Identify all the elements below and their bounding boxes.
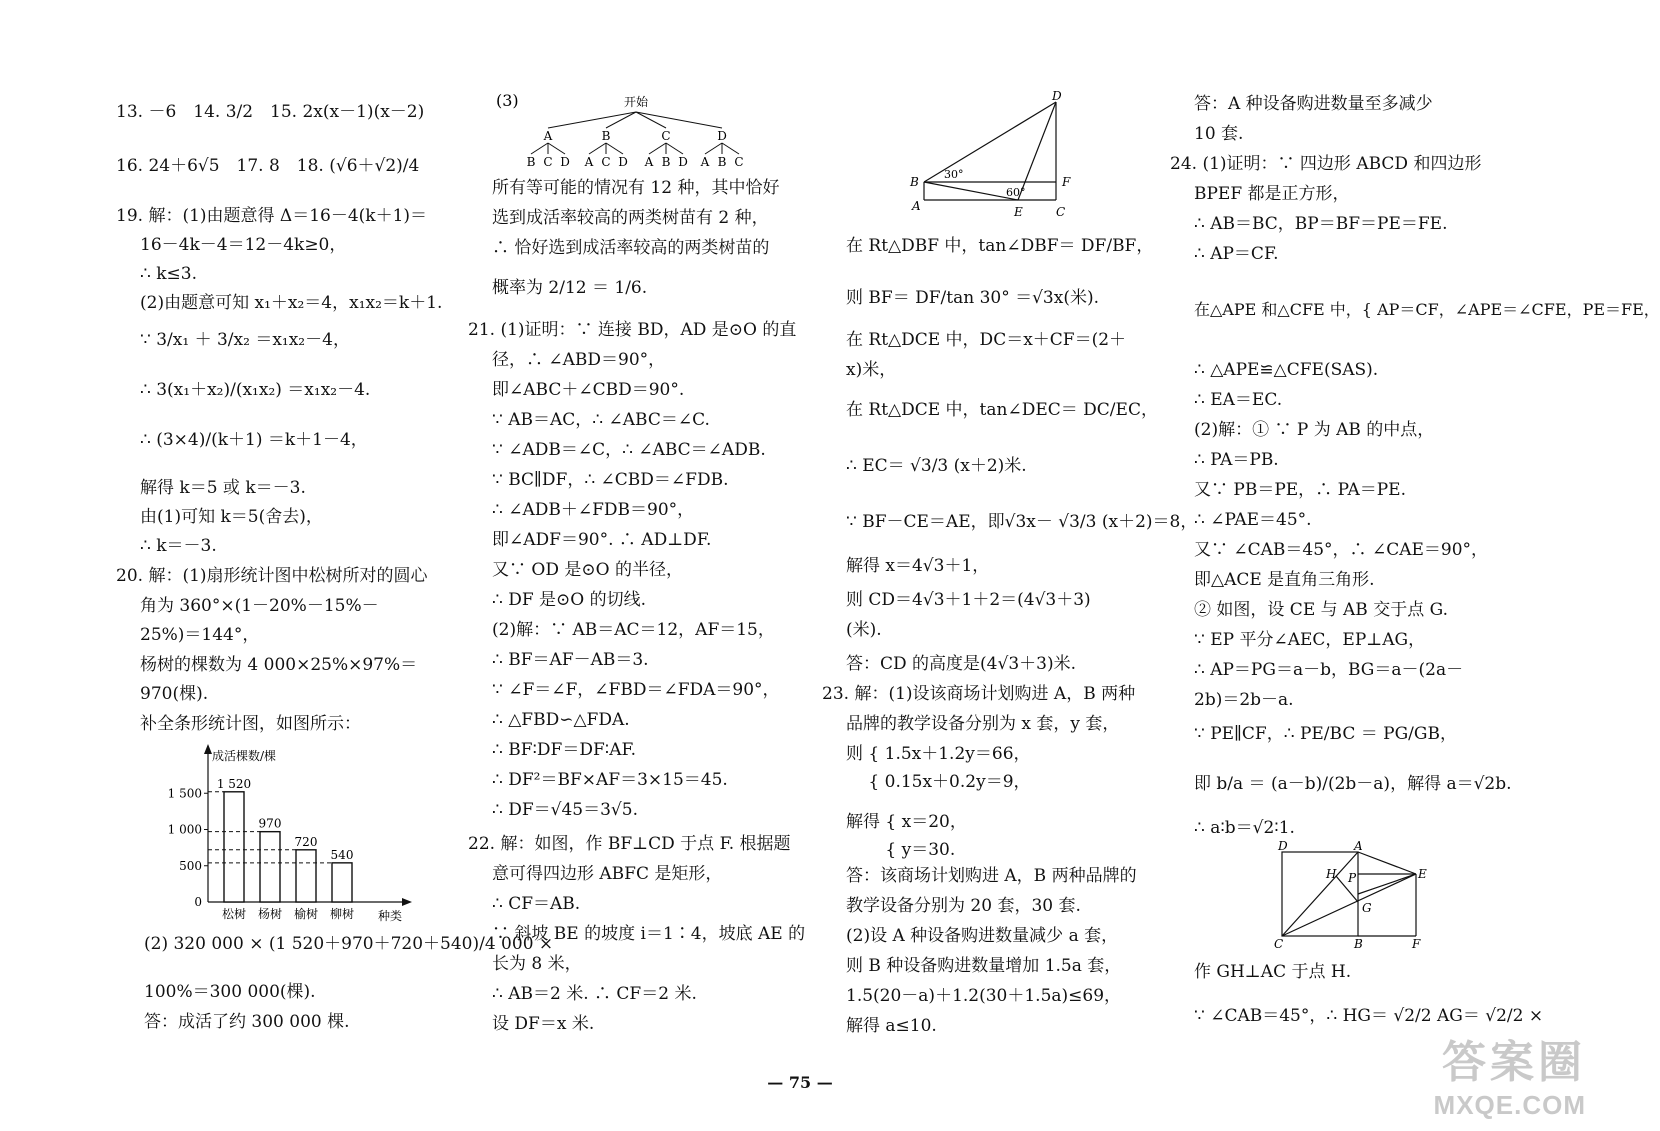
text-line: 则 { 1.5x＋1.2y＝66， [846,744,1031,764]
point-label: B [1354,937,1363,951]
tree-branch [636,112,722,128]
tree-branch [589,143,606,154]
text-line: ∴ AP＝PG＝a－b，BG＝a－(2a－ [1194,660,1464,680]
y-axis-label: 成活棵数/棵 [212,749,277,763]
bar [332,863,352,902]
text-line: 970(棵). [140,684,209,704]
text-line: 由(1)可知 k＝5(舍去)， [140,507,323,527]
text-line: ∴ △FBD∽△FDA. [492,710,630,730]
text-line: 角为 360°×(1－20%－15%－ [140,596,379,616]
tree-branch [548,143,565,154]
tree-leaf: D [618,155,628,169]
text-line: (2)设 A 种设备购进数量减少 a 套， [846,926,1119,946]
point-label: A [1354,839,1363,853]
tree-branch [705,143,722,154]
text-line: ∴ AB＝BC，BP＝BF＝PE＝FE. [1194,214,1448,234]
text-line: 在 Rt△DBF 中，tan∠DBF＝ DF/BF， [846,236,1154,256]
bar-chart [160,742,420,922]
tree-leaf: D [678,155,688,169]
tree-leaf: C [543,155,553,169]
text-line: 答：A 种设备购进数量至多减少 [1194,94,1433,114]
text-line: 解得 { x＝20， [846,812,967,832]
text-line: 解得 x＝4√3＋1， [846,556,990,576]
point-label: E [1418,867,1427,881]
angle-label: 60° [1006,186,1026,199]
text-line: ∵ BC∥DF，∴ ∠CBD＝∠FDB. [492,470,729,490]
text-line: (2)解：∵ AB＝AC＝12，AF＝15， [492,620,775,640]
tree-branch [548,112,636,128]
text-line: 即∠ABC＋∠CBD＝90°. [492,380,685,400]
text-line: ∴ ∠ADB＋∠FDB＝90°， [492,500,695,520]
text-line: ∴ DF＝√45＝3√5. [492,800,638,820]
text-line: 10 套. [1194,124,1244,144]
text-line: 解得 k＝5 或 k＝－3. [140,478,306,498]
bar [296,850,316,902]
text-line: ∵ ∠F＝∠F，∠FBD＝∠FDA＝90°， [492,680,780,700]
text-line: 23. 解：(1)设该商场计划购进 A，B 两种 [822,684,1136,704]
text-line: BPEF 都是正方形， [1194,184,1350,204]
bar-data-label: 720 [294,834,318,849]
text-line: ∵ PE∥CF，∴ PE/BC ＝ PG/GB， [1194,724,1457,744]
text-line: 21. (1)证明：∵ 连接 BD，AD 是⊙O 的直 [468,320,797,340]
text-line: 所有等可能的情况有 12 种，其中恰好 [492,178,780,198]
text-line: 在△APE 和△CFE 中，{ AP＝CF，∠APE＝∠CFE，PE＝FE， [1194,300,1660,319]
text-line: ∴ CF＝AB. [492,894,581,914]
text-line: 答：成活了约 300 000 棵. [144,1012,350,1032]
bar-data-label: 540 [330,847,354,862]
text-line: ∴ 3(x₁＋x₂)/(x₁x₂) ＝x₁x₂－4. [140,380,371,400]
text-line: 16－4k－4＝12－4k≥0， [140,235,347,255]
watermark [1434,1026,1586,1121]
tree-leaf: B [661,155,671,169]
text-line: 又∵ PB＝PE，∴ PA＝PE. [1194,480,1406,500]
text-line: (2) 320 000 × (1 520＋970＋720＋540)/4 000 × [144,934,554,954]
text-line: ∴ EA＝EC. [1194,390,1283,410]
tree-branch [722,143,739,154]
text-line: ∴ EC＝ √3/3 (x＋2)米. [846,456,1027,476]
point-label: A [912,199,921,213]
tree-leaf: A [700,155,710,169]
point-label: D [1278,839,1288,853]
tree-leaf: D [560,155,570,169]
text-line: { y＝30. [846,840,956,860]
point-label: P [1348,871,1357,885]
tree-branch [606,143,623,154]
text-line: 作 GH⊥AC 于点 H. [1194,962,1352,982]
tree-diagram [496,90,776,174]
text-line: ∵ AB＝AC，∴ ∠ABC＝∠C. [492,410,710,430]
text-line: ∵ 3/x₁ ＋ 3/x₂ ＝x₁x₂－4， [140,330,350,350]
point-label: D [1052,89,1062,103]
tree-leaf: A [644,155,654,169]
point-label: E [1014,205,1023,219]
text-line: ∴ k＝－3. [140,536,217,556]
x-tick-label: 柳树 [329,907,355,921]
x-axis-label: 种类 [378,909,403,923]
text-line: 2b)＝2b－a. [1194,690,1294,710]
text-line: 又∵ OD 是⊙O 的半径， [492,560,683,580]
text-line: ∴ 恰好选到成活率较高的两类树苗的 [492,238,770,258]
x-tick-label: 松树 [221,907,247,921]
answers-16-18: 16. 24＋6√5 17. 8 18. (√6＋√2)/4 [116,156,420,176]
text-line: ∴ △APE≌△CFE(SAS). [1194,360,1379,380]
tree-branch [666,143,683,154]
text-line: (2)由题意可知 x₁＋x₂＝4，x₁x₂＝k＋1. [140,293,443,313]
text-line: { 0.15x＋0.2y＝9， [846,772,1031,792]
y-tick-label: 1 500 [167,786,202,801]
x-axis-arrow [402,898,412,906]
chart-marks [168,777,354,921]
text-line: x)米， [846,360,897,380]
figure-24 [1270,839,1440,952]
text-line: ∴ BF＝AF－AB＝3. [492,650,649,670]
point-label: C [1056,205,1066,219]
tree-node: D [717,129,727,143]
text-line: ∴ k≤3. [140,264,197,284]
text-line: ∴ ∠PAE＝45°. [1194,510,1312,530]
text-line: 则 CD＝4√3＋1＋2＝(4√3＋3) [846,590,1091,610]
bar [224,792,244,902]
text-line: 在 Rt△DCE 中，DC＝x＋CF＝(2＋ [846,330,1127,350]
text-line: ∴ DF 是⊙O 的切线. [492,590,647,610]
text-line: 答：CD 的高度是(4√3＋3)米. [846,654,1076,674]
point-label: F [1062,175,1071,189]
text-line: 则 BF＝ DF/tan 30° ＝√3x(米). [846,288,1100,308]
text-line: 则 B 种设备购进数量增加 1.5a 套， [846,956,1122,976]
tree-leaf: A [584,155,594,169]
tree-branch [649,143,666,154]
text-line: ∴ (3×4)/(k＋1) ＝k＋1－4， [140,430,368,450]
text-line: 径，∴ ∠ABD＝90°， [492,350,666,370]
point-label: C [1274,937,1284,951]
watermark-text: 答案圈 [1442,1037,1586,1088]
watermark-url: MXQE.COM [1433,1090,1586,1120]
text-line: 概率为 2/12 ＝ 1/6. [492,278,648,298]
bar-data-label: 1 520 [216,776,252,791]
text-line: 25%)＝144°， [140,625,260,645]
text-line: ∴ BF∶DF＝DF∶AF. [492,740,637,760]
angle-label: 30° [944,168,964,181]
point-label: H [1326,867,1337,881]
page-number: — 75 — [767,1073,833,1092]
y-tick-label: 500 [179,858,202,873]
text-line: 品牌的教学设备分别为 x 套，y 套， [846,714,1120,734]
text-line: 19. 解：(1)由题意得 Δ＝16－4(k＋1)＝ [116,206,428,226]
text-line: ∴ AB＝2 米. ∴ CF＝2 米. [492,984,697,1004]
text-line: ∴ PA＝PB. [1194,450,1279,470]
text-line: 20. 解：(1)扇形统计图中松树所对的圆心 [116,566,428,586]
tree-leaf: C [601,155,611,169]
tree-leaf: B [717,155,727,169]
tree-node: A [543,129,553,143]
bar [260,832,280,902]
text-line: ∴ AP＝CF. [1194,244,1279,264]
tree-root: 开始 [623,95,649,109]
text-line: 又∵ ∠CAB＝45°，∴ ∠CAE＝90°， [1194,540,1489,560]
text-line: 教学设备分别为 20 套，30 套. [846,896,1081,916]
text-line: 补全条形统计图，如图所示： [140,714,361,734]
point-label: F [1412,937,1421,951]
answers-13-15: 13. －6 14. 3/2 15. 2x(x－1)(x－2) [116,102,425,122]
x-tick-label: 杨树 [257,907,283,921]
text-line: 即 b/a ＝ (a－b)/(2b－a)，解得 a＝√2b. [1194,774,1512,794]
x-tick-label: 榆树 [293,907,319,921]
part-label: (3) [496,91,519,110]
text-line: 答：该商场计划购进 A，B 两种品牌的 [846,866,1137,886]
y-axis-arrow [204,744,212,754]
text-line: ∵ ∠ADB＝∠C，∴ ∠ABC＝∠ADB. [492,440,766,460]
y-tick-label: 0 [194,895,202,909]
point-label: G [1362,901,1372,915]
text-line: ∴ a∶b＝√2∶1. [1194,818,1295,838]
text-line: 解得 a≤10. [846,1016,937,1036]
text-line: 设 DF＝x 米. [492,1014,595,1034]
text-line: ∵ EP 平分∠AEC，EP⊥AG， [1194,630,1426,650]
text-line: ∵ ∠CAB＝45°，∴ HG＝ √2/2 AG＝ √2/2 × [1194,1006,1544,1026]
tree-branch [531,143,548,154]
text-line: 长为 8 米， [492,954,582,974]
text-line: (米). [846,620,882,640]
text-line: ∵ BF－CE＝AE，即√3x－ √3/3 (x＋2)＝8， [846,512,1198,532]
text-line: (2)解：① ∵ P 为 AB 的中点， [1194,420,1435,440]
text-line: ∵ 斜坡 BE 的坡度 i＝1∶4，坡底 AE 的 [492,924,806,944]
tree-node: B [601,129,611,143]
text-line: 即∠ADF＝90°. ∴ AD⊥DF. [492,530,712,550]
point-label: B [910,175,919,189]
text-line: 24. (1)证明：∵ 四边形 ABCD 和四边形 [1170,154,1482,174]
text-line: 1.5(20－a)＋1.2(30＋1.5a)≤69， [846,986,1122,1006]
y-tick-label: 1 000 [167,822,202,837]
tree-node: C [661,129,671,143]
text-line: 即△ACE 是直角三角形. [1194,570,1375,590]
tree-leaf: C [734,155,744,169]
text-line: ∴ DF²＝BF×AF＝3×15＝45. [492,770,728,790]
bar-data-label: 970 [258,816,282,831]
text-line: 杨树的棵数为 4 000×25%×97%＝ [140,655,418,675]
figure-22 [900,89,1090,219]
text-line: ② 如图，设 CE 与 AB 交于点 G. [1194,600,1448,620]
text-line: 22. 解：如图，作 BF⊥CD 于点 F. 根据题 [468,834,791,854]
text-line: 在 Rt△DCE 中，tan∠DEC＝ DC/EC， [846,400,1158,420]
text-line: 选到成活率较高的两类树苗有 2 种， [492,208,769,228]
text-line: 100%＝300 000(棵). [144,982,316,1002]
text-line: 意可得四边形 ABFC 是矩形， [492,864,723,884]
tree-leaf: B [526,155,536,169]
